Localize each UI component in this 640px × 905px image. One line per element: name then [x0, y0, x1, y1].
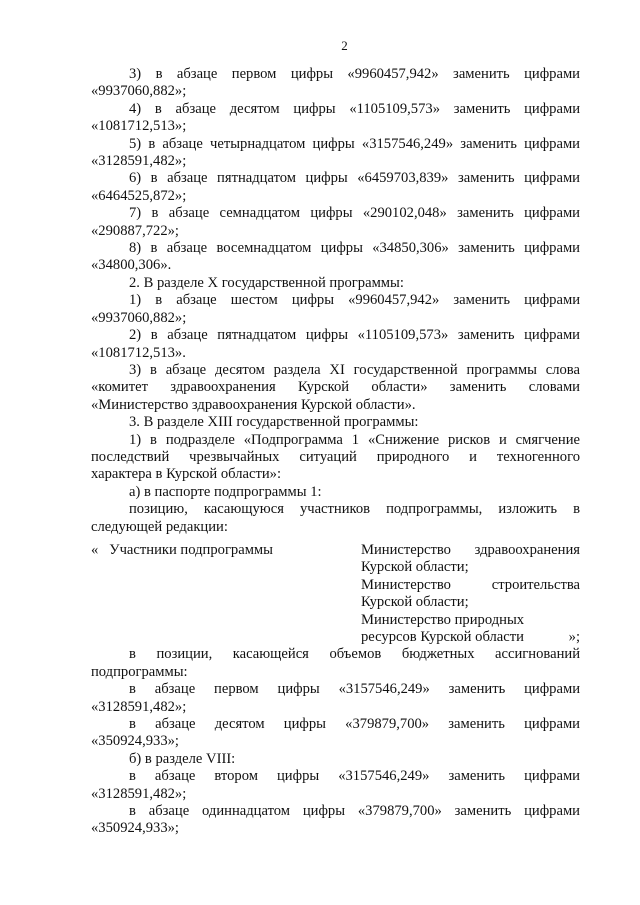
text-line: «1081712,513».	[91, 344, 186, 361]
participant-line: Министерство строительства	[361, 576, 580, 593]
participants-value-cell	[361, 542, 580, 646]
text-line: «3128591,482»;	[91, 698, 187, 715]
text-line: «Министерство здравоохранения Курской области».	[91, 396, 416, 413]
text-line: последствий чрезвычайных ситуаций природного и техногенного	[91, 448, 580, 465]
text-line: в позиции, касающейся объемов бюджетных ассигнований	[129, 646, 580, 663]
participant-line: Курской области;	[361, 559, 469, 576]
text-line: «350924,933»;	[91, 733, 179, 750]
text-line: в абзаце втором цифры «3157546,249» заменить цифрами	[129, 768, 580, 785]
text-line: характера в Курской области»:	[91, 466, 282, 483]
document-body-continued	[91, 646, 580, 837]
text-line: а) в паспорте подпрограммы 1:	[129, 483, 322, 500]
text-line: в абзаце одиннадцатом цифры «379879,700» заменить цифрами	[129, 803, 580, 820]
text-line: 1) в подразделе «Подпрограмма 1 «Снижение рисков и смягчение	[129, 431, 580, 448]
text-line: 3) в абзаце первом цифры «9960457,942» заменить цифрами	[129, 66, 580, 82]
text-line: «9937060,882»;	[91, 83, 187, 100]
participant-line: Министерство здравоохранения	[361, 541, 580, 558]
text-line: 6) в абзаце пятнадцатом цифры «6459703,839» заменить цифрами	[129, 170, 580, 187]
text-line: «3128591,482»;	[91, 153, 187, 170]
text-line: «1081712,513»;	[91, 118, 187, 135]
text-line: «6464525,872»;	[91, 187, 187, 204]
text-line: «комитет здравоохранения Курской области» заменить словами	[91, 379, 580, 396]
text-line: «34800,306».	[91, 257, 172, 274]
text-line: подпрограммы:	[91, 663, 188, 680]
participants-table	[91, 542, 580, 646]
text-line: 1) в абзаце шестом цифры «9960457,942» заменить цифрами	[129, 292, 580, 309]
text-line: 3) в абзаце десятом раздела XI государственной программы слова	[129, 361, 580, 378]
text-line: «9937060,882»;	[91, 309, 187, 326]
close-quote: »;	[568, 629, 580, 645]
participant-last-line	[361, 629, 580, 646]
text-line: 2. В разделе X государственной программы:	[129, 274, 404, 291]
participant-line: Курской области;	[361, 594, 469, 611]
text-line: в абзаце первом цифры «3157546,249» заменить цифрами	[129, 681, 580, 698]
participant-line: Министерство природных	[361, 611, 525, 628]
participant-line: ресурсов Курской области	[361, 629, 524, 645]
page-number: 2	[341, 38, 348, 53]
text-line: «290887,722»;	[91, 222, 179, 239]
participants-label-cell	[91, 542, 361, 646]
text-line: «350924,933»;	[91, 820, 179, 837]
open-quote: «	[91, 541, 99, 558]
text-line: 7) в абзаце семнадцатом цифры «290102,048» заменить цифрами	[129, 205, 580, 222]
text-line: 3. В разделе XIII государственной программы:	[129, 414, 419, 431]
text-line: следующей редакции:	[91, 518, 228, 535]
text-line: 5) в абзаце четырнадцатом цифры «3157546,249» заменить цифрами	[129, 135, 580, 152]
text-line: в абзаце десятом цифры «379879,700» заменить цифрами	[129, 716, 580, 733]
participants-label: Участники подпрограммы	[109, 541, 273, 558]
text-line: 4) в абзаце десятом цифры «1105109,573» заменить цифрами	[129, 100, 580, 117]
text-line: 2) в абзаце пятнадцатом цифры «1105109,573» заменить цифрами	[129, 327, 580, 344]
text-line: б) в разделе VIII:	[129, 750, 236, 767]
text-line: 8) в абзаце восемнадцатом цифры «34850,306» заменить цифрами	[129, 240, 580, 257]
document-body	[91, 66, 580, 536]
text-line: позицию, касающуюся участников подпрограммы, изложить в	[129, 501, 580, 518]
text-line: «3128591,482»;	[91, 785, 187, 802]
